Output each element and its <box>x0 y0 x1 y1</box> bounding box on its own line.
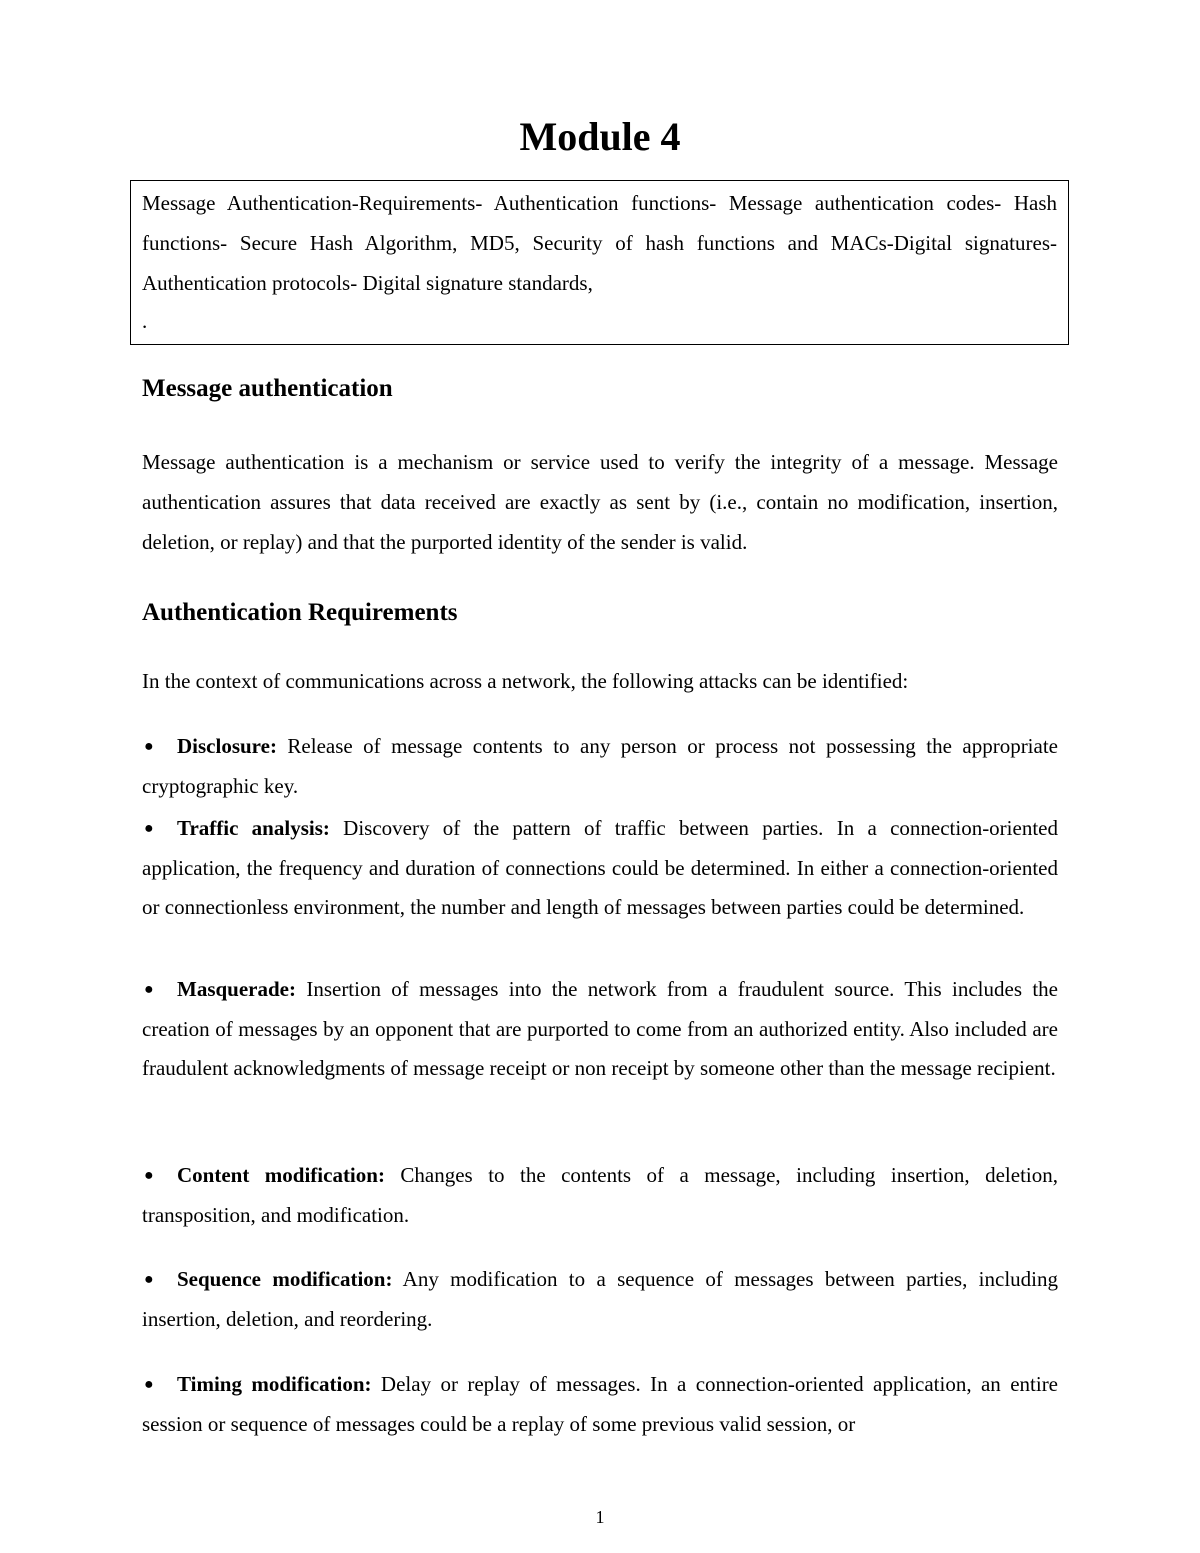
bullet-icon: ● <box>144 738 154 755</box>
list-item-text: Delay or replay of messages. In a connection-oriented application, an entire session or sequence of messages could be a replay of some previous valid session, or <box>142 1372 1059 1436</box>
bullet-icon: ● <box>144 981 154 998</box>
syllabus-text: Message Authentication-Requirements- Authentication functions- Message authentication codes- Hash functions- Secure Hash Algorithm, MD5, Security of hash functions and MACs-Digital signatures- Authentication protocols- Digital signature standards, <box>142 191 1057 295</box>
section-heading-message-authentication: Message authentication <box>142 375 393 402</box>
list-item-timing-modification <box>142 1365 1058 1444</box>
list-item-content-modification <box>142 1156 1058 1235</box>
list-item-traffic-analysis <box>142 809 1058 928</box>
list-item-disclosure <box>142 727 1058 806</box>
section-paragraph-authentication-requirements: In the context of communications across a network, the following attacks can be identified: <box>142 669 909 693</box>
list-item-text: Release of message contents to any person or process not possessing the appropriate cryptographic key. <box>142 734 1058 798</box>
syllabus-box <box>130 180 1069 345</box>
list-item-term: Content modification: <box>177 1163 385 1187</box>
list-item-term: Sequence modification: <box>177 1267 393 1291</box>
list-item-term: Masquerade: <box>177 977 296 1001</box>
syllabus-trailing-mark: . <box>142 309 148 333</box>
bullet-icon: ● <box>144 820 154 837</box>
list-item-masquerade <box>142 970 1058 1089</box>
list-item-text: Discovery of the pattern of traffic between parties. In a connection-oriented application, the frequency and duration of connections could be determined. In either a connection-oriented or connectionless environment, the number and length of messages between parties could be determined. <box>142 816 1058 919</box>
list-item-sequence-modification <box>142 1260 1058 1339</box>
list-item-text: Insertion of messages into the network from a fraudulent source. This includes the creation of messages by an opponent that are purported to come from an authorized entity. Also included are fraudulent acknowledgments of message receipt or non receipt by someone other than the message recipient. <box>142 977 1058 1080</box>
section-heading-authentication-requirements: Authentication Requirements <box>142 599 458 626</box>
list-item-term: Traffic analysis: <box>177 816 330 840</box>
page-title: Module 4 <box>519 114 681 159</box>
bullet-icon: ● <box>144 1167 154 1184</box>
bullet-icon: ● <box>144 1376 154 1393</box>
list-item-text: Changes to the contents of a message, including insertion, deletion, transposition, and modification. <box>142 1163 1058 1227</box>
list-item-term: Disclosure: <box>177 734 277 758</box>
bullet-icon: ● <box>144 1271 154 1288</box>
list-item-text: Any modification to a sequence of messages between parties, including insertion, deletion, and reordering. <box>142 1267 1058 1331</box>
section-paragraph-message-authentication: Message authentication is a mechanism or service used to verify the integrity of a message. Message authentication assures that data received are exactly as sent by (i.e., contain no modification, insertion, deletion, or replay) and that the purported identity of the sender is valid. <box>142 450 1058 554</box>
list-item-term: Timing modification: <box>177 1372 372 1396</box>
page-number: 1 <box>595 1507 605 1527</box>
